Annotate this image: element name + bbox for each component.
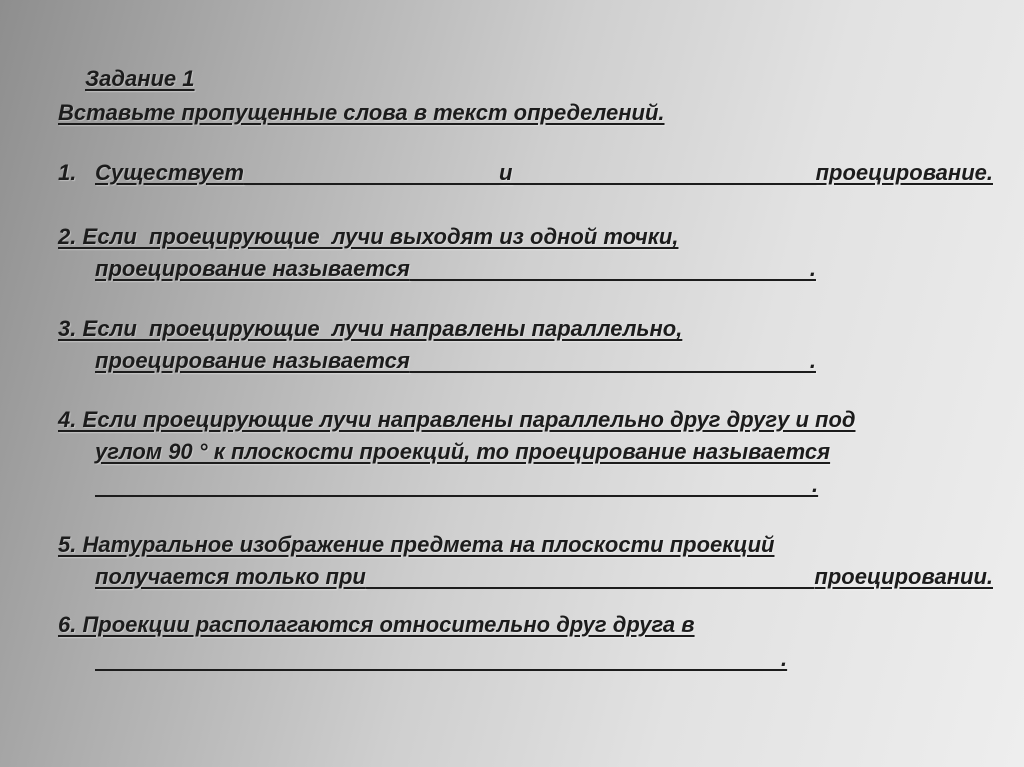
item-6-blank: [95, 649, 781, 671]
item-1-number: 1.: [58, 160, 77, 185]
item-1-word-b: и: [498, 160, 513, 185]
item-4-line-1: 4. Если проецирующие лучи направлены параллельно друг другу и под: [58, 407, 856, 432]
item-4-blank: [95, 475, 812, 497]
item-3-line-1: 3. Если проецирующие лучи направлены параллельно,: [58, 316, 683, 341]
item-6-line-2: [95, 646, 787, 672]
item-4-line-3: [95, 472, 818, 498]
item-3-blank: [410, 351, 810, 373]
item-5-line-2: [95, 564, 993, 590]
item-3-line-2: [95, 348, 816, 374]
task-title: Задание 1: [85, 66, 195, 91]
item-2-end: .: [809, 256, 816, 281]
item-5-line-1: 5. Натуральное изображение предмета на плоскости проекций: [58, 532, 775, 557]
item-5-blank: [366, 567, 815, 589]
item-3-label: проецирование называется: [95, 348, 410, 373]
item-2-label: проецирование называется: [95, 256, 410, 281]
item-1-word-c: проецирование.: [815, 160, 993, 185]
item-6-end: .: [781, 646, 788, 671]
item-2-line-2: [95, 256, 816, 282]
item-3-end: .: [809, 348, 816, 373]
item-4-line-2: углом 90 ° к плоскости проекций, то проецирование называется: [95, 439, 831, 464]
item-5-label: получается только при: [95, 564, 366, 589]
item-2-line-1: 2. Если проецирующие лучи выходят из одной точки,: [58, 224, 679, 249]
item-1: [58, 160, 993, 186]
item-2-blank: [410, 259, 810, 281]
item-6-line-1: 6. Проекции располагаются относительно друг друга в: [58, 612, 695, 637]
item-1-blank-b: [512, 163, 815, 185]
task-instruction: Вставьте пропущенные слова в текст определений.: [58, 100, 665, 125]
item-1-blank-a: [244, 163, 499, 185]
item-4-end: .: [812, 472, 819, 497]
item-1-word-a: Существует: [95, 160, 244, 185]
item-5-end: проецировании.: [814, 564, 993, 589]
